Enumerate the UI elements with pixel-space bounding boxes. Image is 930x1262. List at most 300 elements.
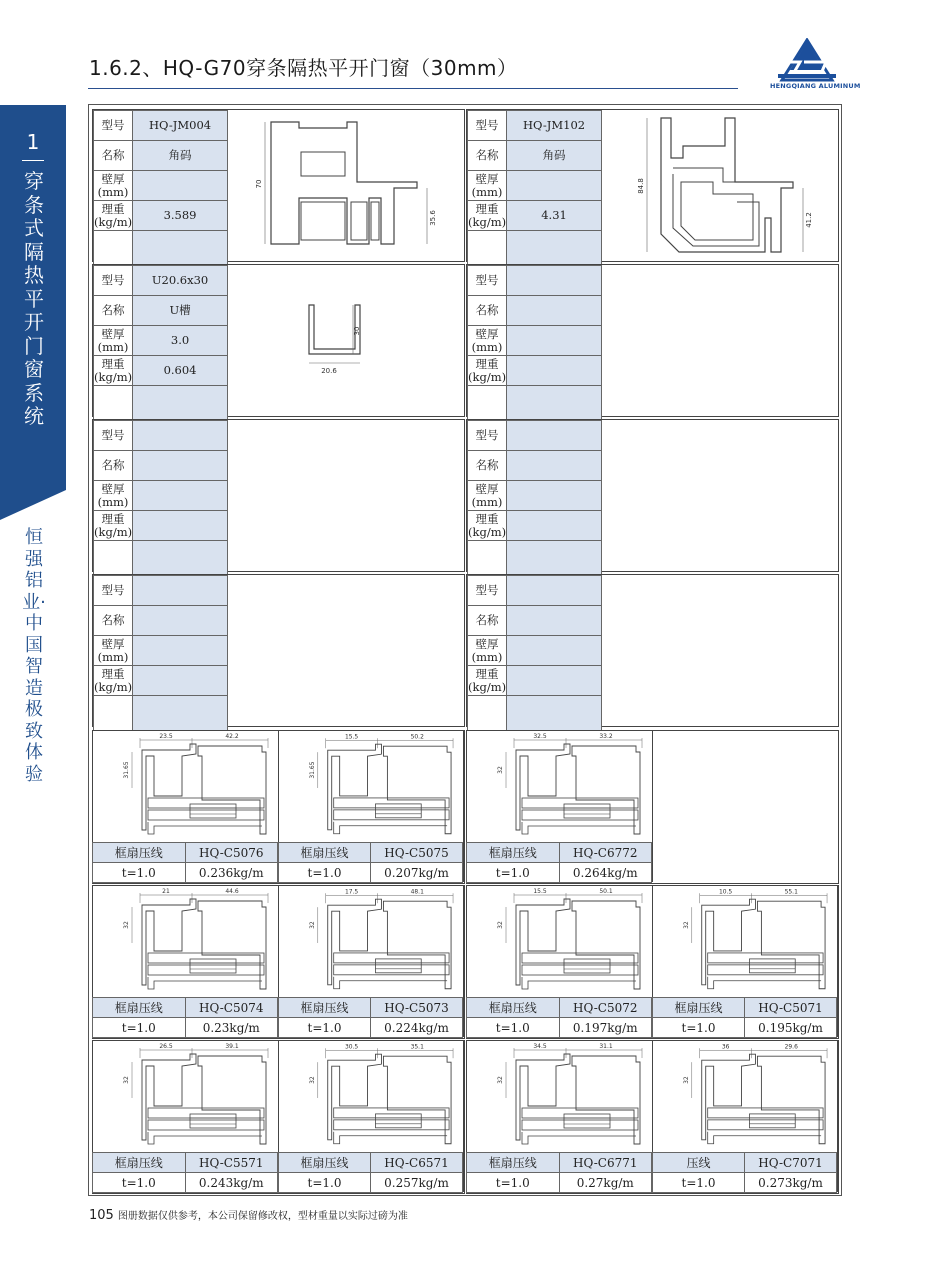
profile-thickness: t=1.0	[93, 1018, 186, 1038]
dimension-label: 32	[123, 1076, 130, 1084]
profile-weight: 0.27kg/m	[559, 1173, 652, 1193]
spec-wall-label-unit: (mm)	[471, 494, 503, 509]
spec-blank	[94, 696, 133, 731]
spec-name-label: 名称	[468, 451, 507, 481]
dimension-label: 35.1	[410, 1043, 424, 1051]
profile-label-row	[279, 998, 463, 1018]
spec-name-label: 名称	[94, 296, 133, 326]
profile-drawing	[278, 1040, 463, 1152]
profile-weight: 0.273kg/m	[745, 1173, 837, 1193]
spec-table	[93, 575, 228, 731]
profile-label-row	[279, 843, 463, 863]
profile-label-table	[278, 842, 463, 883]
spec-name-label: 名称	[468, 141, 507, 171]
spec-weight-label-main: 理重	[475, 511, 499, 526]
profile-label-row	[279, 1173, 463, 1193]
spec-weight-label	[94, 666, 133, 696]
spec-card	[92, 574, 465, 727]
spec-wall-value	[507, 171, 602, 201]
spec-name-label: 名称	[94, 606, 133, 636]
spec-row	[94, 576, 228, 606]
profile-label-row	[93, 998, 278, 1018]
spec-table	[467, 110, 602, 266]
dimension-label: 32	[682, 921, 690, 929]
spec-row	[94, 666, 228, 696]
spec-blank	[133, 541, 228, 576]
spec-row	[468, 451, 602, 481]
profile-item	[278, 885, 464, 1037]
profile-label-table	[92, 997, 278, 1038]
spec-wall-value	[507, 636, 602, 666]
profile-weight: 0.197kg/m	[559, 1018, 652, 1038]
spec-weight-label-unit: (kg/m)	[468, 369, 507, 384]
dimension-label: 15.5	[533, 888, 547, 895]
profile-label-table	[652, 997, 837, 1038]
spec-model-label: 型号	[468, 266, 507, 296]
spec-blank	[133, 386, 228, 421]
profile-thickness: t=1.0	[93, 863, 186, 883]
spec-card	[466, 419, 839, 572]
spec-row	[468, 171, 602, 201]
profile-label-table	[466, 1152, 652, 1193]
spec-weight-label-main: 理重	[475, 356, 499, 371]
profile-drawing	[466, 885, 652, 997]
spec-row	[468, 386, 602, 421]
spec-wall-label-main: 壁厚	[101, 171, 125, 186]
profile-drawing	[278, 730, 463, 842]
spec-wall-value	[133, 481, 228, 511]
dimension-label: 32	[308, 921, 316, 929]
profile-drawing	[278, 885, 463, 997]
spec-weight-label	[468, 511, 507, 541]
profile-name: 压线	[653, 1153, 745, 1173]
spec-weight-label-main: 理重	[101, 666, 125, 681]
spec-row	[94, 231, 228, 266]
spec-model-label: 型号	[94, 576, 133, 606]
page-title: 1.6.2、HQ-G70穿条隔热平开门窗（30mm）	[89, 56, 518, 80]
spec-name-value	[507, 606, 602, 636]
spec-row	[94, 171, 228, 201]
profile-thickness: t=1.0	[467, 1173, 560, 1193]
spec-model-label: 型号	[94, 421, 133, 451]
spec-row	[468, 511, 602, 541]
profile-item	[92, 885, 279, 1037]
profile-item	[92, 730, 279, 882]
spec-name-value: 角码	[507, 141, 602, 171]
spec-wall-value: 3.0	[133, 326, 228, 356]
chapter-divider	[22, 160, 44, 161]
dimension-label: 32	[682, 1076, 690, 1084]
spec-table	[467, 575, 602, 731]
spec-blank	[468, 696, 507, 731]
profile-drawing	[603, 110, 838, 261]
profile-drawing	[466, 1040, 652, 1152]
profile-label-table	[278, 997, 463, 1038]
profile-weight: 0.224kg/m	[371, 1018, 463, 1038]
spec-weight-value: 4.31	[507, 201, 602, 231]
dimension-label: 32	[123, 921, 130, 929]
spec-name-label: 名称	[468, 606, 507, 636]
spec-blank	[94, 386, 133, 421]
dimension-label: 50.1	[599, 888, 613, 895]
profile-code: HQ-C5076	[185, 843, 278, 863]
profile-code: HQ-C5073	[371, 998, 463, 1018]
profile-label-row	[279, 863, 463, 883]
spec-weight-value	[507, 511, 602, 541]
spec-wall-label	[94, 171, 133, 201]
spec-weight-label	[468, 356, 507, 386]
profile-weight: 0.236kg/m	[185, 863, 278, 883]
profile-thickness: t=1.0	[279, 863, 371, 883]
spec-row	[468, 111, 602, 141]
profile-weight: 0.23kg/m	[185, 1018, 278, 1038]
spec-row	[94, 111, 228, 141]
profile-code: HQ-C6772	[559, 843, 652, 863]
profile-code: HQ-C5072	[559, 998, 652, 1018]
spec-blank	[507, 231, 602, 266]
profile-label-row	[93, 843, 278, 863]
profile-name: 框扇压线	[653, 998, 745, 1018]
dimension-label: 84.8	[637, 178, 645, 194]
dimension-label: 15.5	[344, 733, 359, 741]
spec-weight-label-unit: (kg/m)	[468, 524, 507, 539]
spec-weight-label-main: 理重	[101, 356, 125, 371]
profile-code: HQ-C6771	[559, 1153, 652, 1173]
profile-name: 框扇压线	[279, 1153, 371, 1173]
spec-wall-label	[468, 171, 507, 201]
profile-weight: 0.264kg/m	[559, 863, 652, 883]
profile-code: HQ-C5074	[185, 998, 278, 1018]
profile-label-row	[93, 863, 278, 883]
dimension-label: 33.2	[599, 733, 613, 740]
spec-row	[94, 386, 228, 421]
profile-item	[466, 885, 653, 1037]
footer	[89, 1207, 408, 1223]
spec-weight-value: 3.589	[133, 201, 228, 231]
profile-label-row	[279, 1153, 463, 1173]
chapter-title: 穿条式隔热平开门窗系统	[24, 169, 44, 428]
profile-thickness: t=1.0	[653, 1018, 745, 1038]
profile-thickness: t=1.0	[93, 1173, 186, 1193]
profile-item	[652, 1040, 838, 1192]
spec-table	[93, 110, 228, 266]
spec-weight-value	[133, 511, 228, 541]
spec-row	[468, 201, 602, 231]
spec-row	[94, 326, 228, 356]
dimension-label: 31.65	[308, 761, 316, 779]
profile-name: 框扇压线	[279, 998, 371, 1018]
dimension-label: 70	[255, 179, 263, 189]
spec-name-value	[507, 296, 602, 326]
spec-weight-label-unit: (kg/m)	[94, 369, 133, 384]
spec-row	[94, 606, 228, 636]
spec-wall-label-unit: (mm)	[471, 184, 503, 199]
spec-wall-label	[94, 636, 133, 666]
profile-drawing	[229, 110, 464, 261]
spec-row	[468, 141, 602, 171]
spec-weight-label-unit: (kg/m)	[468, 679, 507, 694]
spec-wall-label-main: 壁厚	[101, 326, 125, 341]
spec-card	[466, 109, 839, 262]
spec-name-value	[507, 451, 602, 481]
spec-row	[468, 231, 602, 266]
spec-wall-value	[507, 326, 602, 356]
spec-wall-label	[94, 326, 133, 356]
profile-item	[466, 730, 653, 882]
spec-row	[94, 541, 228, 576]
spec-model-value	[507, 576, 602, 606]
spec-wall-label-unit: (mm)	[97, 184, 129, 199]
spec-wall-value	[507, 481, 602, 511]
profile-code: HQ-C5571	[185, 1153, 278, 1173]
spec-row	[468, 326, 602, 356]
profile-label-row	[467, 843, 652, 863]
spec-wall-label-main: 壁厚	[475, 326, 499, 341]
profile-label-row	[93, 1018, 278, 1038]
spec-weight-label-main: 理重	[475, 201, 499, 216]
profile-code: HQ-C5075	[371, 843, 463, 863]
spec-row	[94, 421, 228, 451]
dimension-label: 34.5	[533, 1043, 547, 1050]
spec-weight-label-main: 理重	[101, 511, 125, 526]
dimension-label: 30	[353, 326, 361, 336]
dimension-label: 17.5	[344, 888, 359, 896]
profile-thickness: t=1.0	[467, 863, 560, 883]
profile-label-table	[466, 842, 652, 883]
spec-wall-label-main: 壁厚	[475, 636, 499, 651]
spec-row	[94, 511, 228, 541]
spec-weight-label	[94, 356, 133, 386]
profile-drawing	[652, 1040, 837, 1152]
profile-name: 框扇压线	[467, 843, 560, 863]
spec-wall-label-unit: (mm)	[471, 649, 503, 664]
dimension-label: 41.2	[805, 212, 813, 228]
spec-row	[94, 636, 228, 666]
spec-weight-label	[468, 666, 507, 696]
profile-name: 框扇压线	[93, 1153, 186, 1173]
profile-label-row	[653, 1173, 837, 1193]
dimension-label: 20.6	[321, 367, 337, 375]
dimension-label: 29.6	[784, 1043, 798, 1051]
dimension-label: 21	[162, 888, 170, 895]
spec-table	[93, 265, 228, 421]
spec-weight-label	[468, 201, 507, 231]
profile-drawing	[92, 730, 278, 842]
spec-model-label: 型号	[468, 421, 507, 451]
spec-row	[468, 576, 602, 606]
dimension-label: 44.6	[225, 888, 239, 895]
profile-label-table	[278, 1152, 463, 1193]
spec-card	[466, 264, 839, 417]
spec-row	[468, 606, 602, 636]
spec-blank	[133, 696, 228, 731]
chapter-number: 1	[26, 130, 40, 154]
profile-label-row	[653, 1153, 837, 1173]
spec-weight-label-main: 理重	[101, 201, 125, 216]
profile-weight: 0.257kg/m	[371, 1173, 463, 1193]
spec-wall-label-main: 壁厚	[101, 481, 125, 496]
spec-table	[93, 420, 228, 576]
dimension-label: 39.1	[225, 1043, 239, 1050]
profile-item	[92, 1040, 279, 1192]
spec-blank	[507, 541, 602, 576]
dimension-label: 32	[497, 921, 504, 929]
profile-weight: 0.195kg/m	[745, 1018, 837, 1038]
page-number: 105	[89, 1208, 114, 1223]
spec-row	[468, 356, 602, 386]
spec-wall-value	[133, 636, 228, 666]
spec-name-value	[133, 606, 228, 636]
spec-weight-value	[507, 356, 602, 386]
spec-blank	[468, 386, 507, 421]
brand-name: HENGQIANG ALUMINUM	[770, 82, 861, 90]
dimension-label: 48.1	[410, 888, 424, 896]
profile-drawing	[92, 1040, 278, 1152]
dimension-label: 10.5	[718, 888, 733, 896]
profile-drawing	[652, 885, 837, 997]
spec-name-label: 名称	[94, 141, 133, 171]
spec-table	[467, 420, 602, 576]
spec-model-value	[133, 421, 228, 451]
spec-row	[94, 201, 228, 231]
profile-label-table	[652, 1152, 837, 1193]
spec-wall-label-unit: (mm)	[471, 339, 503, 354]
spec-model-value: U20.6x30	[133, 266, 228, 296]
spec-model-value: HQ-JM004	[133, 111, 228, 141]
spec-name-label: 名称	[468, 296, 507, 326]
spec-row	[94, 696, 228, 731]
spec-row	[468, 666, 602, 696]
profile-name: 框扇压线	[93, 998, 186, 1018]
spec-model-label: 型号	[468, 576, 507, 606]
profile-label-row	[467, 1018, 652, 1038]
profile-name: 框扇压线	[93, 843, 186, 863]
profile-code: HQ-C7071	[745, 1153, 837, 1173]
spec-wall-label-unit: (mm)	[97, 494, 129, 509]
profile-label-row	[279, 1018, 463, 1038]
dimension-label: 50.2	[410, 733, 424, 741]
spec-model-value: HQ-JM102	[507, 111, 602, 141]
spec-model-label: 型号	[94, 111, 133, 141]
spec-wall-label-main: 壁厚	[101, 636, 125, 651]
profile-code: HQ-C5071	[745, 998, 837, 1018]
spec-name-label: 名称	[94, 451, 133, 481]
spec-wall-label	[468, 326, 507, 356]
spec-wall-label	[468, 481, 507, 511]
spec-row	[94, 481, 228, 511]
profile-label-row	[653, 998, 837, 1018]
spec-table	[467, 265, 602, 421]
spec-model-value	[507, 421, 602, 451]
dimension-label: 32	[497, 766, 504, 774]
profile-label-row	[93, 1153, 278, 1173]
dimension-label: 36	[721, 1043, 730, 1051]
spec-weight-value	[133, 666, 228, 696]
spec-weight-label-main: 理重	[475, 666, 499, 681]
profile-weight: 0.207kg/m	[371, 863, 463, 883]
spec-row	[468, 541, 602, 576]
profile-label-table	[92, 1152, 278, 1193]
spec-weight-label-unit: (kg/m)	[94, 524, 133, 539]
profile-thickness: t=1.0	[467, 1018, 560, 1038]
profile-thickness: t=1.0	[279, 1018, 371, 1038]
spec-model-value	[133, 576, 228, 606]
dimension-label: 31.1	[599, 1043, 613, 1050]
dimension-label: 32	[308, 1076, 316, 1084]
spec-blank	[468, 231, 507, 266]
dimension-label: 23.5	[159, 733, 173, 740]
profile-thickness: t=1.0	[279, 1173, 371, 1193]
spec-wall-label-main: 壁厚	[475, 481, 499, 496]
spec-row	[94, 296, 228, 326]
spec-card	[92, 109, 465, 262]
profile-label-row	[467, 863, 652, 883]
dimension-label: 55.1	[784, 888, 798, 896]
spec-row	[94, 356, 228, 386]
profile-weight: 0.243kg/m	[185, 1173, 278, 1193]
profile-item	[466, 1040, 653, 1192]
spec-row	[468, 636, 602, 666]
spec-row	[468, 421, 602, 451]
dimension-label: 31.65	[123, 761, 130, 779]
profile-drawing	[466, 730, 652, 842]
footer-note: 图册数据仅供参考，本公司保留修改权，型材重量以实际过磅为准	[117, 1211, 408, 1222]
dimension-label: 32.5	[533, 733, 547, 740]
spec-weight-value	[507, 666, 602, 696]
profile-label-row	[93, 1173, 278, 1193]
dimension-label: 35.6	[429, 210, 437, 226]
spec-row	[94, 141, 228, 171]
profile-label-row	[467, 998, 652, 1018]
profile-drawing	[92, 885, 278, 997]
spec-wall-label-main: 壁厚	[475, 171, 499, 186]
profile-item	[652, 885, 838, 1037]
dimension-label: 26.5	[159, 1043, 173, 1050]
spec-row	[468, 266, 602, 296]
dimension-label: 32	[497, 1076, 504, 1084]
spec-model-label: 型号	[94, 266, 133, 296]
spec-wall-value	[133, 171, 228, 201]
profile-label-row	[653, 1018, 837, 1038]
header-rule	[88, 88, 738, 89]
spec-wall-label	[94, 481, 133, 511]
spec-model-value	[507, 266, 602, 296]
dimension-label: 42.2	[225, 733, 239, 740]
spec-blank	[94, 541, 133, 576]
spec-blank	[133, 231, 228, 266]
profile-name: 框扇压线	[467, 998, 560, 1018]
profile-item	[278, 730, 464, 882]
profile-label-row	[467, 1153, 652, 1173]
spec-weight-value: 0.604	[133, 356, 228, 386]
dimension-label: 30.5	[344, 1043, 359, 1051]
spec-model-label: 型号	[468, 111, 507, 141]
spec-card	[92, 264, 465, 417]
profile-thickness: t=1.0	[653, 1173, 745, 1193]
spec-card	[92, 419, 465, 572]
spec-weight-label	[94, 201, 133, 231]
profile-drawing	[229, 265, 464, 416]
profile-label-table	[92, 842, 278, 883]
spec-weight-label-unit: (kg/m)	[468, 214, 507, 229]
spec-blank	[468, 541, 507, 576]
spec-row	[468, 696, 602, 731]
spec-wall-label-unit: (mm)	[97, 649, 129, 664]
spec-blank	[94, 231, 133, 266]
profile-name: 框扇压线	[279, 843, 371, 863]
profile-item	[278, 1040, 464, 1192]
profile-label-table	[466, 997, 652, 1038]
